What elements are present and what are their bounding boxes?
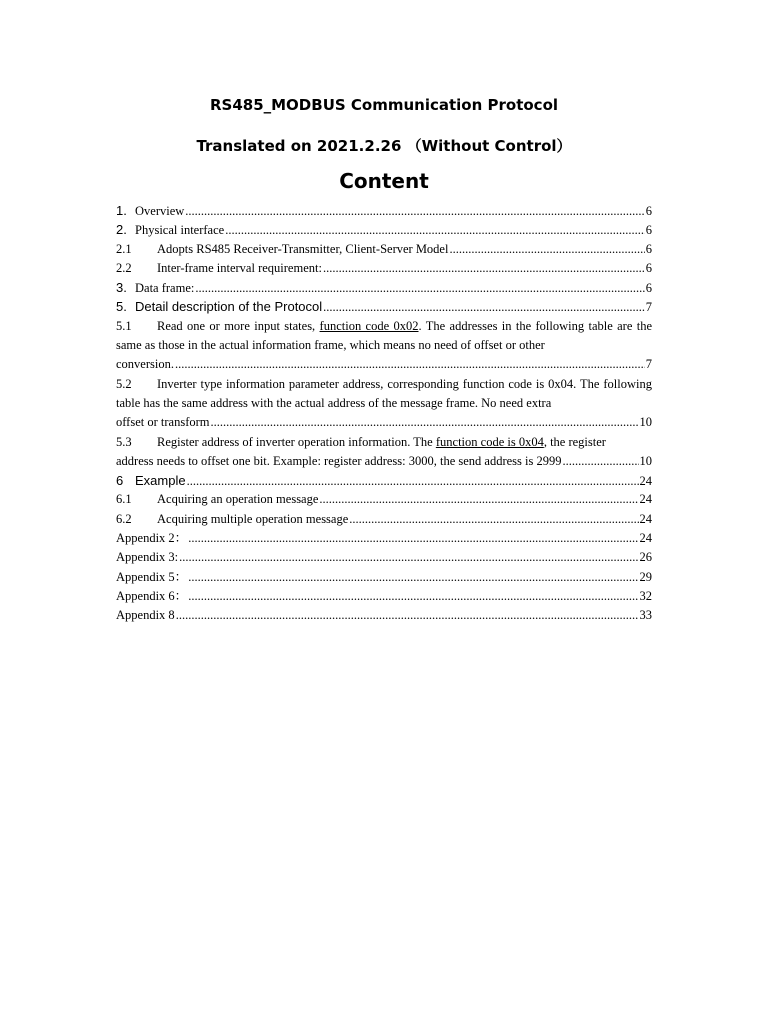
toc-leader: [225, 221, 645, 240]
toc-leader: [349, 510, 638, 529]
toc-entry-appendix-8[interactable]: [116, 606, 652, 625]
toc-number: 5.: [116, 299, 127, 315]
toc-entry-appendix-2[interactable]: [116, 529, 652, 548]
toc-number: 6: [116, 473, 124, 489]
toc-title-end: conversion.: [116, 357, 174, 372]
toc-page: 10: [639, 453, 652, 468]
toc-leader: [449, 240, 644, 259]
toc-title: Acquiring multiple operation message: [157, 511, 349, 526]
function-code-link[interactable]: function code 0x02: [319, 318, 419, 333]
toc-page: 6: [645, 204, 652, 218]
toc-entry-overview[interactable]: [116, 201, 652, 220]
toc-entry-protocol-description[interactable]: [116, 297, 652, 316]
toc-entry-register-address[interactable]: [116, 433, 652, 472]
toc-leader: [188, 529, 638, 548]
toc-number: 5.3: [116, 434, 132, 449]
toc-last-line: [116, 452, 652, 471]
toc-entry-appendix-3[interactable]: [116, 548, 652, 567]
toc-title-rest: . The addresses in the following table are the same as those in the actual information frame, which means no need of offset or other: [116, 318, 652, 353]
toc-entry-appendix-6[interactable]: [116, 587, 652, 606]
toc-entry-inter-frame[interactable]: [116, 259, 652, 278]
toc-title-end: address needs to offset one bit. Example: register address: 3000, the send address is 2999: [116, 453, 562, 468]
toc-number: 2.2: [116, 260, 132, 275]
toc-number: 6.1: [116, 492, 132, 507]
toc-page: 10: [639, 415, 652, 430]
toc-leader: [319, 490, 638, 509]
toc-leader: [195, 279, 644, 298]
toc-title: Inter-frame interval requirement:: [157, 260, 322, 275]
toc-leader: [176, 606, 639, 625]
toc-title: Appendix 2：: [116, 531, 188, 546]
toc-title: Appendix 5：: [116, 569, 188, 584]
toc-number: 2.: [116, 222, 127, 238]
toc-page: 24: [639, 531, 652, 546]
toc-paragraph: [116, 433, 652, 452]
toc-page: 26: [639, 550, 652, 565]
toc-entry-physical-interface[interactable]: [116, 220, 652, 239]
toc-page: 24: [639, 474, 652, 489]
toc-title-start: Read one or more input states,: [157, 318, 320, 333]
toc-entry-data-frame[interactable]: [116, 278, 652, 297]
toc-title: Detail description of the Protocol: [135, 299, 323, 315]
toc-title: Acquiring an operation message: [157, 492, 319, 507]
toc-page: 32: [639, 588, 652, 603]
toc-entry-rs485-model[interactable]: [116, 240, 652, 259]
toc-entry-inverter-type[interactable]: [116, 375, 652, 433]
toc-title-start: Register address of inverter operation information. The: [157, 434, 436, 449]
toc-entry-input-states[interactable]: [116, 317, 652, 375]
toc-page: 24: [639, 492, 652, 507]
toc-title: Physical interface: [135, 223, 225, 238]
toc-number: 2.1: [116, 241, 132, 256]
toc-leader: [563, 452, 639, 471]
toc-page: 6: [645, 260, 652, 275]
toc-title: Example: [135, 473, 186, 489]
toc-leader: [323, 298, 645, 317]
table-of-contents: [116, 201, 652, 626]
toc-entry-multiple-messages[interactable]: [116, 510, 652, 529]
toc-page: 6: [645, 223, 652, 238]
toc-leader: [187, 472, 639, 491]
toc-title: Appendix 6：: [116, 588, 188, 603]
toc-page: 7: [645, 300, 652, 315]
toc-leader: [211, 413, 639, 432]
toc-leader: [188, 568, 638, 587]
toc-number: 5.2: [116, 376, 132, 391]
toc-page: 7: [645, 357, 652, 372]
toc-entry-operation-message[interactable]: [116, 490, 652, 509]
document-subtitle: Translated on 2021.2.26 （Without Control）: [196, 137, 572, 155]
toc-number: 1.: [116, 203, 127, 218]
toc-entry-appendix-5[interactable]: [116, 568, 652, 587]
toc-title-end: offset or transform: [116, 415, 210, 430]
toc-paragraph: [116, 317, 652, 356]
toc-page: 6: [645, 281, 652, 296]
toc-page: 6: [645, 241, 652, 256]
toc-leader: [323, 259, 645, 278]
toc-number: 5.1: [116, 318, 132, 333]
toc-page: 33: [639, 608, 652, 623]
toc-title-rest: , the register: [543, 434, 606, 449]
document-title: RS485_MODBUS Communication Protocol: [209, 96, 559, 114]
toc-page: 29: [639, 569, 652, 584]
toc-leader: [185, 202, 644, 221]
toc-title: Overview: [135, 204, 185, 218]
toc-leader: [175, 355, 645, 374]
contents-heading: Content: [339, 169, 429, 193]
toc-leader: [188, 587, 638, 606]
toc-number: 6.2: [116, 511, 132, 526]
toc-paragraph: [116, 375, 652, 414]
toc-page: 24: [639, 511, 652, 526]
toc-title: Adopts RS485 Receiver-Transmitter, Client-Server Model: [157, 241, 449, 256]
toc-last-line: [116, 413, 652, 432]
toc-title: Appendix 3:: [116, 550, 179, 565]
toc-number: 3.: [116, 280, 127, 296]
toc-title-start: Inverter type information parameter address, corresponding function code is 0x04. The following table has the same address with the actual address of the message frame. No need extra: [116, 376, 652, 410]
toc-last-line: [116, 355, 652, 374]
function-code-link[interactable]: function code is 0x04: [435, 434, 544, 449]
toc-leader: [179, 548, 638, 567]
toc-title: Data frame:: [135, 281, 195, 296]
toc-title: Appendix 8: [116, 608, 175, 623]
toc-entry-example[interactable]: [116, 471, 652, 490]
